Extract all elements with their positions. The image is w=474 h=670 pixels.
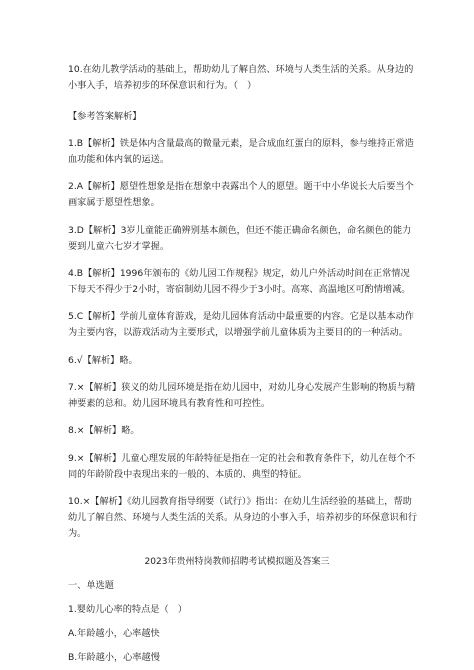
answer-item-7: 7.×【解析】狭义的幼儿园环境是指在幼儿园中，对幼儿身心发展产生影响的物质与精神要素的总和。幼儿园环境具有教育性和可控性。 bbox=[68, 382, 416, 409]
section-heading: 一、单选题 bbox=[68, 580, 114, 591]
answer-item-6: 6.√【解析】略。 bbox=[68, 355, 138, 366]
answer-item-4: 4.B【解析】1996年颁布的《幼儿园工作规程》规定，幼儿户外活动时间在正常情况下每天不得少于2小时，寄宿制幼儿园不得少于3小时。高寒、高温地区可酌情增减。 bbox=[68, 268, 411, 295]
answer-item-8: 8.×【解析】略。 bbox=[68, 425, 140, 436]
question-1-stem: 1.婴幼儿心率的特点是（ ） bbox=[68, 604, 188, 615]
exam-title: 2023年贵州特岗教师招聘考试模拟题及答案三 bbox=[144, 557, 330, 567]
answer-item-1: 1.B【解析】铁是体内含量最高的微量元素，是合成血红蛋白的原料，参与维持正常造血功能和体内氧的运送。 bbox=[68, 138, 414, 165]
answer-item-9: 9.×【解析】儿童心理发展的年龄特征是指在一定的社会和教育条件下，幼儿在每个不同的年龄阶段中表现出来的一般的、本质的、典型的特征。 bbox=[68, 453, 416, 480]
question-1-option-a: A.年龄越小，心率越快 bbox=[68, 628, 160, 639]
answer-item-2: 2.A【解析】愿望性想象是指在想象中表露出个人的愿望。题干中小华说长大后要当个画家属于愿望性想象。 bbox=[68, 181, 414, 208]
answer-item-3: 3.D【解析】3岁儿童能正确辨别基本颜色，但还不能正确命名颜色，命名颜色的能力要到儿童六七岁才掌握。 bbox=[68, 225, 412, 252]
answers-heading: 【参考答案解析】 bbox=[68, 111, 142, 122]
question-10-text: 10.在幼儿教学活动的基础上，帮助幼儿了解自然、环境与人类生活的关系。从身边的小事入手，培养初步的环保意识和行为。（ ） bbox=[68, 64, 414, 91]
answer-item-10: 10.×【解析】《幼儿园教育指导纲要（试行）》指出：在幼儿生活经验的基础上，帮助幼儿了解自然、环境与人类生活的关系。从身边的小事入手，培养初步的环保意识和行为。 bbox=[68, 496, 418, 539]
question-1-option-b: B.年龄越小，心率越慢 bbox=[68, 652, 160, 663]
answer-item-5: 5.C【解析】学前儿童体育游戏，是幼儿园体育活动中最重要的内容。它是以基本动作为主要内容，以游戏活动为主要形式，以增强学前儿童体质为主要目的的一种活动。 bbox=[68, 311, 414, 338]
